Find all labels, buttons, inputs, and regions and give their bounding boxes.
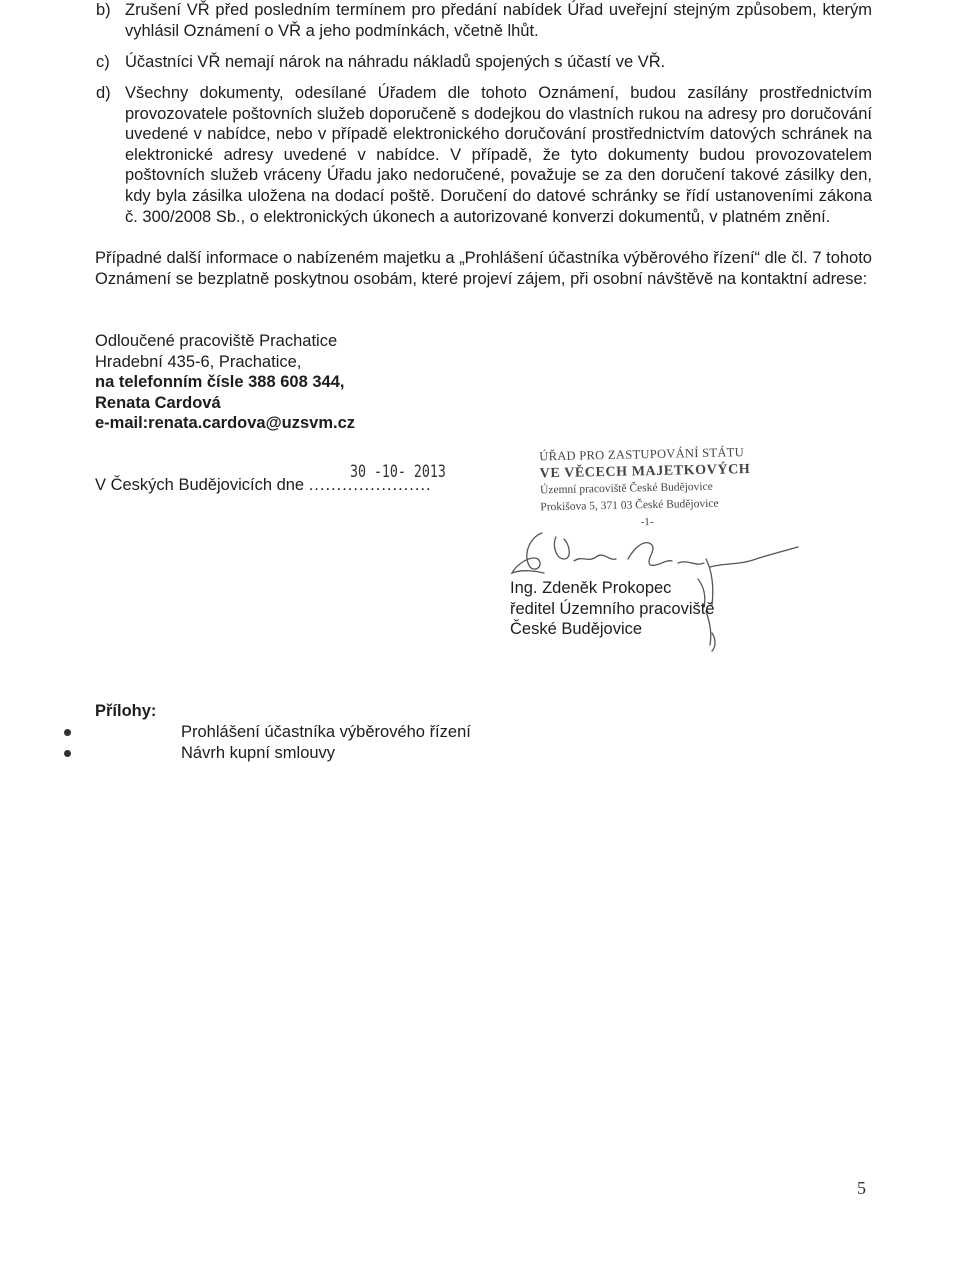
item-text: Všechny dokumenty, odesílané Úřadem dle tohoto Oznámení, budou zasílány prostřednictvím provozovatele poštovních služeb doporučeně s dodejkou do vlastních rukou na adresy pro doručování uvedené v nabídce, nebo v případě elektronického doručování prostřednictvím datových schránek na elektronické adresy uvedené v nabídce. V případě, že tyto dokumenty budou provozovatelem poštovních služeb vráceny Úřadu jako nedoručené, považuje se za den doručení takové zásilky den, kdy byla zásilka uložena na dodací poště. Doručení do datové schránky se řídí ustanoveními zákona č. 300/2008 Sb., o elektronických úkonech a autorizované konverzi dokumentů, v platném znění. <box>125 84 872 226</box>
date-line-dots: ...................... <box>308 476 432 494</box>
contact-name: Renata Cardová <box>95 393 221 412</box>
date-line-text: V Českých Budějovicích dne <box>95 476 305 494</box>
handwritten-date: 30 -10- 2013 <box>350 462 446 482</box>
list-item-b <box>96 0 872 41</box>
signer-block <box>510 578 715 640</box>
list-item <box>60 722 471 743</box>
stamp-line-3: Územní pracoviště České Budějovice <box>539 480 713 497</box>
page-number: 5 <box>857 1178 866 1198</box>
contact-block <box>95 331 355 434</box>
item-label: d) <box>96 84 111 102</box>
contact-email: e-mail:renata.cardova@uzsvm.cz <box>95 414 356 433</box>
item-label: c) <box>96 53 110 71</box>
signer-title: ředitel Územního pracoviště <box>510 599 715 618</box>
contact-office: Odloučené pracoviště Prachatice <box>95 332 338 350</box>
bullet-icon <box>64 750 71 757</box>
list-item-c <box>96 52 872 73</box>
attachment-label: Návrh kupní smlouvy <box>181 744 336 762</box>
item-text: Zrušení VŘ před posledním termínem pro předání nabídek Úřad uveřejní stejným způsobem, kterým vyhlásil Oznámení o VŘ a jeho podmínkách, včetně lhůt. <box>125 1 872 40</box>
stamp-line-4: Prokišova 5, 371 03 České Budějovice <box>540 497 719 514</box>
signer-name: Ing. Zdeněk Prokopec <box>510 579 672 597</box>
contact-phone: na telefonním čísle 388 608 344, <box>95 373 345 392</box>
attachments-heading: Přílohy: <box>95 702 157 720</box>
stamp-line-5: -1- <box>640 516 654 529</box>
list-item <box>60 743 471 764</box>
stamp-line-2: VE VĚCECH MAJETKOVÝCH <box>539 462 751 482</box>
info-paragraph: Případné další informace o nabízeném majetku a „Prohlášení účastníka výběrového řízení“ dle čl. 7 tohoto Oznámení se bezplatně poskytnou osobám, které projeví zájem, při osobní návštěvě na kontaktní adrese: <box>95 249 872 288</box>
item-text: Účastníci VŘ nemají nárok na náhradu nákladů spojených s účastí ve VŘ. <box>125 53 666 71</box>
contact-address: Hradební 435-6, Prachatice, <box>95 352 302 371</box>
item-label: b) <box>96 1 111 19</box>
bullet-icon <box>64 729 71 736</box>
stamp-line-1: ÚŘAD PRO ZASTUPOVÁNÍ STÁTU <box>539 445 745 464</box>
list-item-d <box>96 83 872 227</box>
signer-place: České Budějovice <box>510 620 643 639</box>
attachments-list <box>60 722 471 764</box>
attachment-label: Prohlášení účastníka výběrového řízení <box>181 723 471 741</box>
